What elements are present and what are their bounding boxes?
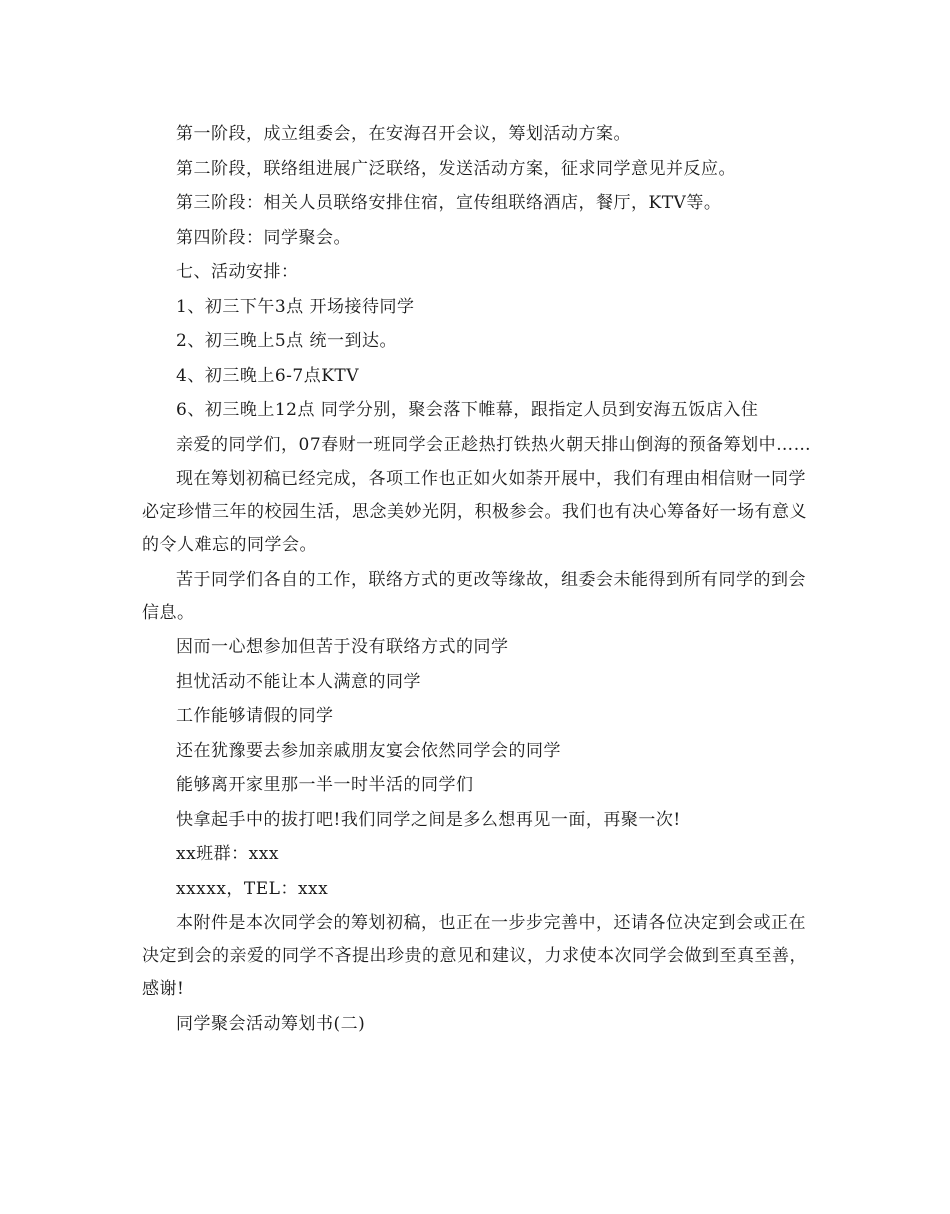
schedule-item-6: 6、初三晚上12点 同学分别，聚会落下帷幕，跟指定人员到安海五饭店入住 — [176, 400, 759, 420]
paragraph-stage-1: 第一阶段，成立组委会，在安海召开会议，筹划活动方案。 — [176, 124, 631, 144]
paragraph-stage-3: 第三阶段：相关人员联络安排住宿，宣传组联络酒店，餐厅，KTV等。 — [176, 193, 722, 213]
appeal-line-5: 能够离开家里那一半一时半活的同学们 — [176, 775, 474, 795]
schedule-item-2: 2、初三晚上5点 统一到达。 — [176, 331, 398, 351]
paragraph-stage-4: 第四阶段：同学聚会。 — [176, 227, 351, 248]
appeal-line-4: 还在犹豫要去参加亲戚朋友宴会依然同学会的同学 — [176, 740, 561, 761]
appeal-line-1: 因而一心想参加但苦于没有联络方式的同学 — [176, 637, 509, 657]
paragraph-contact-issue: 苦于同学们各自的工作，联络方式的更改等缘故，组委会未能得到所有同学的到会信息。 — [142, 569, 806, 623]
paragraph-stage-2: 第二阶段，联络组进展广泛联络，发送活动方案，征求同学意见并反应。 — [176, 158, 736, 179]
section-heading-schedule: 七、活动安排： — [176, 262, 299, 282]
document-body — [142, 118, 814, 1041]
paragraph-greeting: 亲爱的同学们，07春财一班同学会正趁热打铁热火朝天排山倒海的预备筹划中…… — [176, 434, 812, 455]
schedule-item-1: 1、初三下午3点 开场接待同学 — [176, 296, 415, 317]
schedule-item-4: 4、初三晚上6-7点KTV — [176, 365, 360, 386]
section-title-part-2: 同学聚会活动筹划书(二) — [176, 1013, 366, 1034]
paragraph-closing: 本附件是本次同学会的筹划初稿，也正在一步步完善中，还请各位决定到会或正在决定到会的亲爱的同学不吝提出珍贵的意见和建议，力求使本次同学会做到至真至善，感谢! — [142, 913, 807, 999]
appeal-line-6: 快拿起手中的拔打吧!我们同学之间是多么想再见一面，再聚一次! — [176, 809, 681, 830]
appeal-line-2: 担忧活动不能让本人满意的同学 — [176, 671, 421, 692]
paragraph-progress: 现在筹划初稿已经完成，各项工作也正如火如荼开展中，我们有理由相信财一同学必定珍惜三年的校园生活，思念美妙光阴，积极参会。我们也有决心筹备好一场有意义的令人难忘的同学会。 — [142, 469, 807, 555]
contact-tel: xxxxx，TEL：xxx — [176, 878, 329, 899]
appeal-line-3: 工作能够请假的同学 — [176, 706, 334, 726]
contact-group: xx班群：xxx — [176, 844, 279, 864]
